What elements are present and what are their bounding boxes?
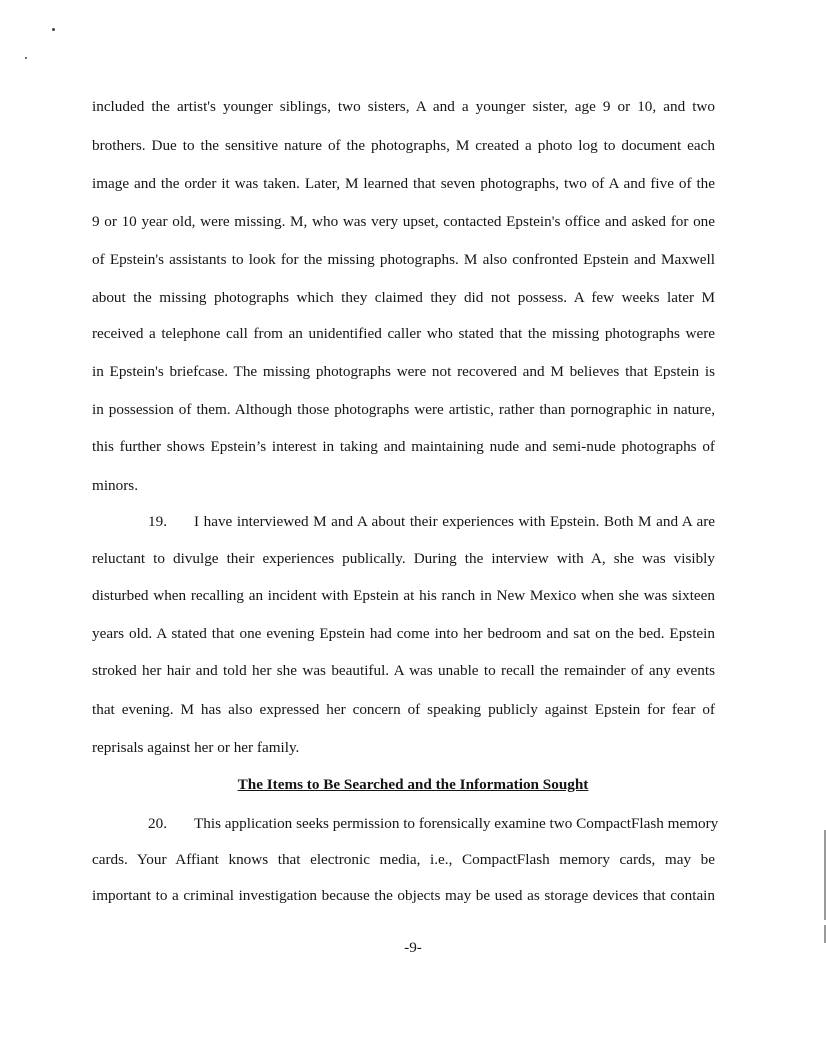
scan-speck (25, 57, 27, 59)
paragraph-19-first-line (148, 512, 715, 532)
text-line: 9 or 10 year old, were missing. M, who was very upset, contacted Epstein's office and asked for one (92, 213, 715, 230)
text-line: important to a criminal investigation because the objects may be used as storage devices that contain (92, 887, 715, 904)
text-line: included the artist's younger siblings, two sisters, A and a younger sister, age 9 or 10, and two (92, 98, 715, 115)
text-line: disturbed when recalling an incident with Epstein at his ranch in New Mexico when she was sixteen (92, 587, 715, 604)
text-line: stroked her hair and told her she was beautiful. A was unable to recall the remainder of any events (92, 662, 715, 679)
text-line: in possession of them. Although those photographs were artistic, rather than pornographic in nature, (92, 401, 715, 418)
text-line: in Epstein's briefcase. The missing photographs were not recovered and M believes that Epstein is (92, 363, 715, 380)
text-line: about the missing photographs which they claimed they did not possess. A few weeks later M (92, 289, 715, 306)
text-line: that evening. M has also expressed her concern of speaking publicly against Epstein for fear of (92, 701, 715, 718)
text-line: image and the order it was taken. Later, M learned that seven photographs, two of A and five of the (92, 175, 715, 192)
section-heading: The Items to Be Searched and the Information Sought (237, 776, 589, 793)
paragraph-number: 19. (148, 513, 167, 530)
text-line: minors. (92, 477, 138, 494)
paragraph-20-first-line (148, 814, 719, 834)
text-line: reprisals against her or her family. (92, 739, 300, 756)
text-line: reluctant to divulge their experiences publically. During the interview with A, she was visibly (92, 550, 715, 567)
text-line: I have interviewed M and A about their experiences with Epstein. Both M and A are (194, 513, 715, 530)
scan-speck (52, 28, 55, 31)
text-line: brothers. Due to the sensitive nature of the photographs, M created a photo log to document each (92, 137, 715, 154)
paragraph-number: 20. (148, 815, 167, 832)
text-line: of Epstein's assistants to look for the missing photographs. M also confronted Epstein and Maxwell (92, 251, 715, 268)
text-line: this further shows Epstein’s interest in taking and maintaining nude and semi-nude photographs of (92, 438, 715, 455)
page-number: -9- (404, 939, 422, 956)
text-line: cards. Your Affiant knows that electronic media, i.e., CompactFlash memory cards, may be (92, 851, 715, 868)
text-line: years old. A stated that one evening Epstein had come into her bedroom and sat on the bed. Epstein (92, 625, 715, 642)
text-line: received a telephone call from an unidentified caller who stated that the missing photographs were (92, 325, 715, 342)
text-line: This application seeks permission to forensically examine two CompactFlash memory (194, 815, 719, 832)
